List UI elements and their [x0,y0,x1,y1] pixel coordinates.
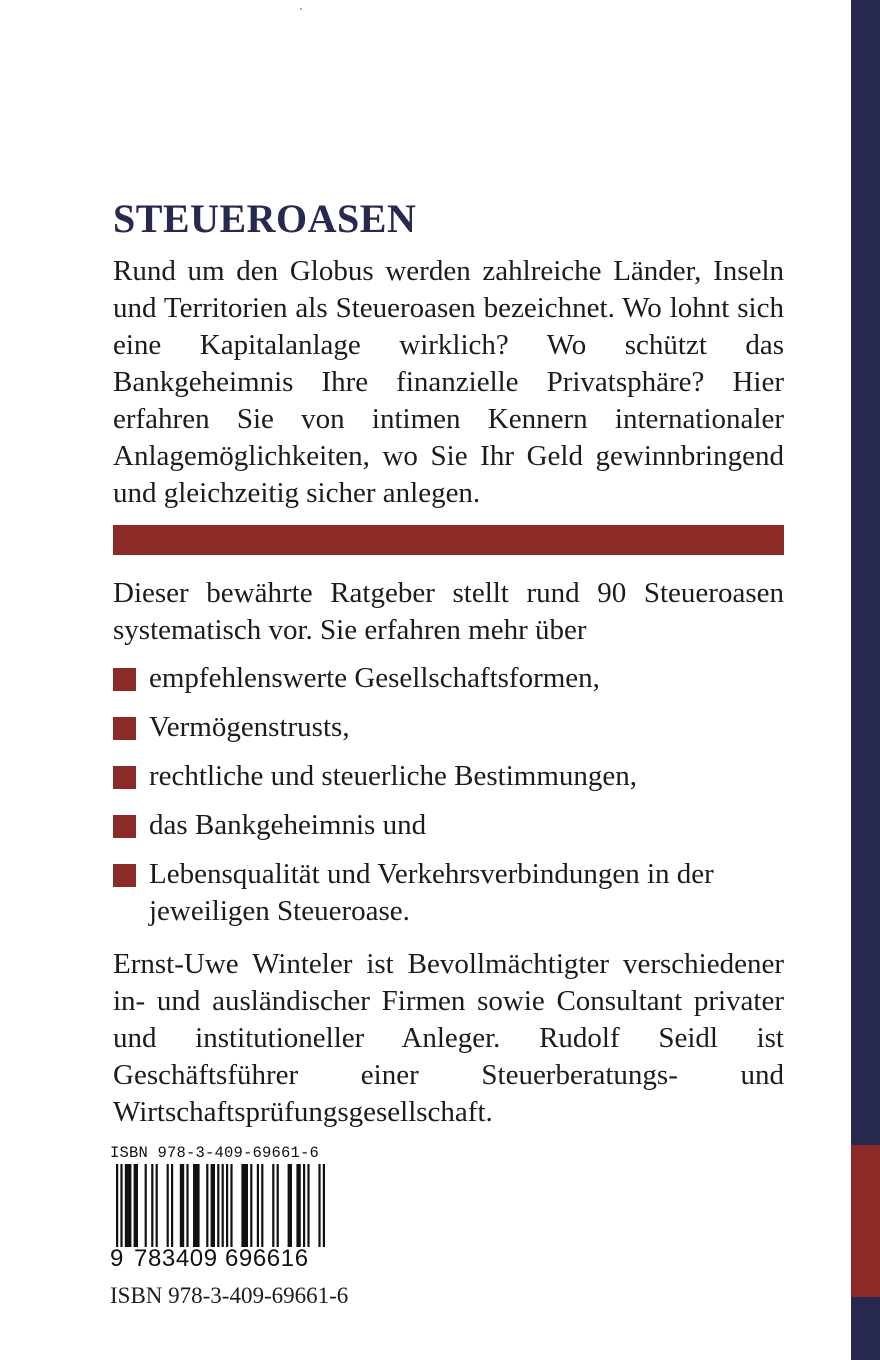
barcode-bar [257,1164,259,1248]
barcode-bar [211,1164,215,1248]
barcode-bar [318,1164,320,1260]
square-bullet-icon [113,864,136,887]
barcode-first-digit: 9 [110,1245,124,1272]
spine-accent-stripe [851,1145,880,1297]
barcode-bar [303,1164,305,1248]
barcode-isbn-label: ISBN 978-3-409-69661-6 [110,1144,320,1162]
barcode-bar [180,1164,184,1248]
barcode-bar [307,1164,309,1248]
topic-list [113,660,803,942]
barcode-bar [261,1164,263,1248]
square-bullet-icon [113,815,136,838]
barcode-bar [167,1164,169,1248]
barcode-bar [277,1164,279,1248]
barcode-bar [206,1164,208,1248]
barcode-bar [230,1164,232,1248]
list-item-text: Lebensqualität und Verkehrsverbindungen in der jeweiligen Steueroase. [149,858,714,927]
author-bio-paragraph: Ernst-Uwe Winteler ist Bevollmächtigter verschiedener in- und ausländischer Firmen sowie Consultant privater und institutioneller Anleger. Rudolf Seidl ist Geschäftsführer einer Steuerberatungs- und Wirtschaftsprüfungsgesellschaft. [113,948,784,1128]
barcode-bar [156,1164,158,1248]
barcode-digits [110,1247,332,1273]
lead-paragraph: Dieser bewährte Ratgeber stellt rund 90 Steueroasen systematisch vor. Sie erfahren mehr über [113,577,784,646]
square-bullet-icon [113,668,136,691]
barcode-bar [250,1164,252,1248]
book-title: STEUEROASEN [113,196,417,241]
red-divider-bar [113,525,784,555]
list-item-text: das Bankgeheimnis und [149,809,427,841]
list-item [113,856,803,930]
barcode-digit-groups: 783409 696616 [134,1245,309,1272]
barcode-bar [288,1164,292,1248]
barcode-bar [226,1164,228,1248]
barcode-bar [296,1164,300,1248]
barcode-bar [134,1164,138,1248]
list-item [113,807,803,844]
barcode-bar [241,1164,248,1248]
list-item [113,709,803,746]
square-bullet-icon [113,766,136,789]
list-item-text: Vermögenstrusts, [149,711,350,743]
list-item [113,660,803,697]
barcode-bar [171,1164,173,1248]
list-item-text: rechtliche und steuerliche Bestimmungen, [149,760,638,792]
barcode-bar [125,1164,132,1248]
barcode-bar [323,1164,325,1260]
list-item [113,758,803,795]
barcode-bar [186,1164,188,1248]
barcode-bar [193,1164,200,1248]
isbn-number: ISBN 978-3-409-69661-6 [110,1283,349,1308]
barcode-bar [272,1164,274,1248]
list-item-text: empfehlenswerte Gesellschaftsformen, [149,662,600,694]
barcode-bar [151,1164,153,1248]
square-bullet-icon [113,717,136,740]
barcode-bar [145,1164,147,1248]
print-speck [300,8,302,10]
intro-paragraph: Rund um den Globus werden zahlreiche Länder, Inseln und Territorien als Steueroasen bezeichnet. Wo lohnt sich eine Kapitalanlage wirklich? Wo schützt das Bankgeheimnis Ihre finanzielle Privatsphäre? Hier erfahren Sie von intimen Kennern internationaler Anlagemöglichkeiten, wo Sie Ihr Geld gewinnbringend und gleichzeitig sicher anlegen. [113,255,784,509]
